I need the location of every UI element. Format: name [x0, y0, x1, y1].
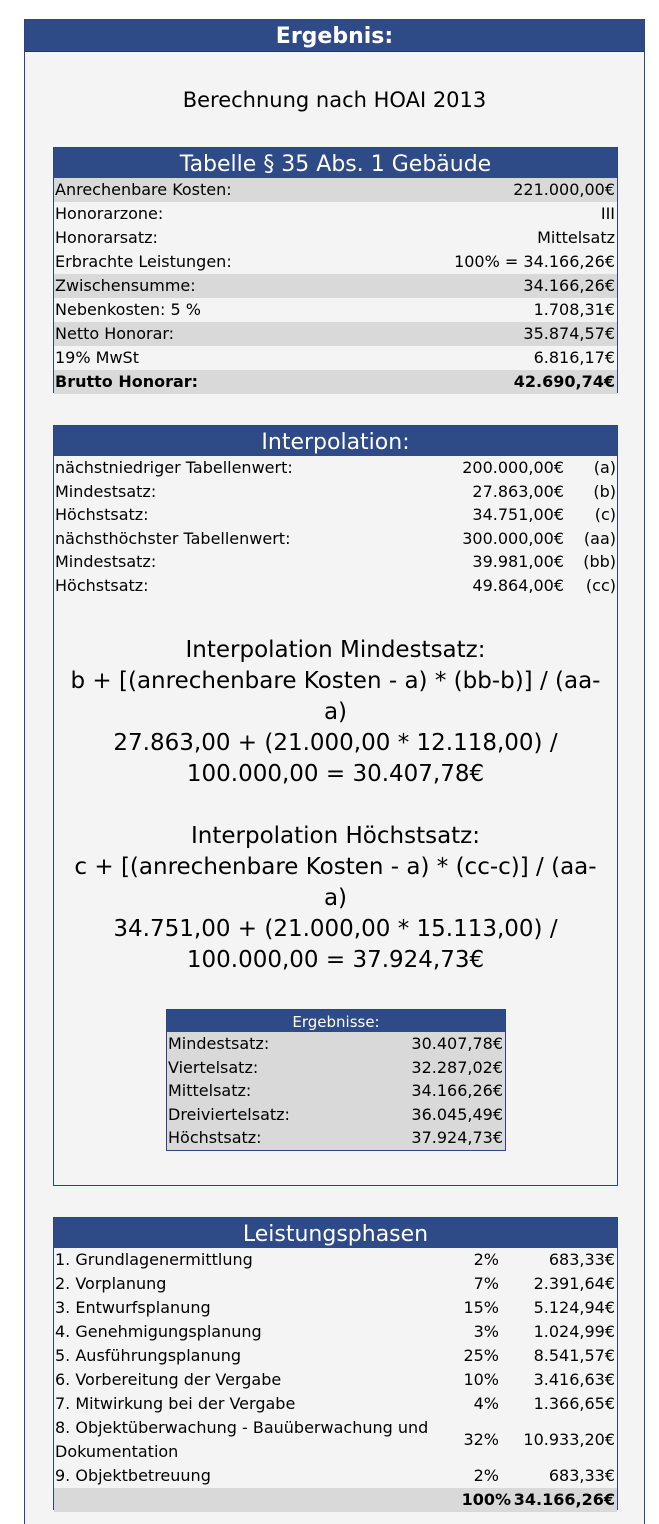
panel-header: Ergebnis:: [25, 19, 644, 52]
table-row: Honorarsatz: Mittelsatz: [55, 228, 615, 247]
fee-table-title: Tabelle § 35 Abs. 1 Gebäude: [54, 148, 617, 178]
table-row: nächstniedriger Tabellenwert: 200.000,00€ (a): [55, 458, 616, 477]
table-row: Zwischensumme: 34.166,26€: [54, 274, 617, 298]
formula-max-expression: c + [(anrechenbare Kosten - a) * (cc-c)] / (aa-a): [74, 854, 597, 911]
table-row: Mindestsatz: 30.407,78€: [167, 1032, 505, 1056]
table-row: Höchstsatz: 34.751,00€ (c): [55, 505, 616, 524]
formula-min-expression: b + [(anrechenbare Kosten - a) * (bb-b)] / (aa-a): [70, 668, 601, 725]
table-row: Viertelsatz: 32.287,02€: [167, 1056, 505, 1080]
table-row: Netto Honorar: 35.874,57€: [54, 322, 617, 346]
table-row: 9. Objektbetreuung 2% 683,33€: [55, 1466, 615, 1485]
formula-min: [54, 635, 617, 790]
phases-total-row: 100% 34.166,26€: [54, 1488, 617, 1512]
table-row: Erbrachte Leistungen: 100% = 34.166,26€: [55, 252, 615, 271]
interpolation-box: [53, 425, 618, 1186]
table-row: 1. Grundlagenermittlung 2% 683,33€: [55, 1250, 615, 1269]
formula-max-calculation: 34.751,00 + (21.000,00 * 15.113,00) / 100.000,00 = 37.924,73€: [113, 916, 558, 973]
table-row: 4. Genehmigungsplanung 3% 1.024,99€: [55, 1322, 615, 1341]
formula-max: [54, 821, 617, 976]
table-row: 19% MwSt 6.816,17€: [55, 348, 615, 367]
formula-max-heading: Interpolation Höchstsatz:: [190, 823, 481, 849]
calculation-subtitle: Berechnung nach HOAI 2013: [182, 88, 487, 112]
table-row: Honorarzone: III: [55, 204, 615, 223]
fee-table: [53, 147, 618, 393]
result-panel: [24, 19, 645, 1524]
table-row: Dreiviertelsatz: 36.045,49€: [167, 1103, 505, 1127]
table-row: Höchstsatz: 37.924,73€: [167, 1126, 505, 1150]
interpolation-title: Interpolation:: [54, 426, 617, 456]
table-row: 3. Entwurfsplanung 15% 5.124,94€: [55, 1298, 615, 1317]
results-table: [166, 1009, 506, 1151]
table-row: Anrechenbare Kosten: 221.000,00€: [54, 178, 617, 202]
table-row: Höchstsatz: 49.864,00€ (cc): [55, 575, 616, 595]
formula-min-heading: Interpolation Mindestsatz:: [185, 637, 486, 663]
table-row-total: Brutto Honorar: 42.690,74€: [54, 370, 617, 394]
formula-min-calculation: 27.863,00 + (21.000,00 * 12.118,00) / 100.000,00 = 30.407,78€: [113, 730, 558, 787]
table-row: nächsthöchster Tabellenwert: 300.000,00€ (aa): [55, 528, 616, 548]
phases-title: Leistungsphasen: [54, 1218, 617, 1248]
table-row: 7. Mitwirkung bei der Vergabe 4% 1.366,65€: [55, 1394, 615, 1413]
table-row: 8. Objektüberwachung - Bauüberwachung und Dokumentation 32% 10.933,20€: [55, 1418, 615, 1461]
table-row: 5. Ausführungsplanung 25% 8.541,57€: [55, 1346, 615, 1365]
table-row: Mindestsatz: 39.981,00€ (bb): [55, 552, 616, 571]
table-row: Nebenkosten: 5 % 1.708,31€: [55, 300, 615, 319]
phases-table: [53, 1217, 618, 1510]
results-title: Ergebnisse:: [167, 1010, 505, 1032]
table-row: Mittelsatz: 34.166,26€: [167, 1079, 505, 1103]
table-row: 6. Vorbereitung der Vergabe 10% 3.416,63€: [55, 1370, 615, 1389]
table-row: 2. Vorplanung 7% 2.391,64€: [55, 1274, 615, 1293]
table-row: Mindestsatz: 27.863,00€ (b): [55, 481, 616, 501]
